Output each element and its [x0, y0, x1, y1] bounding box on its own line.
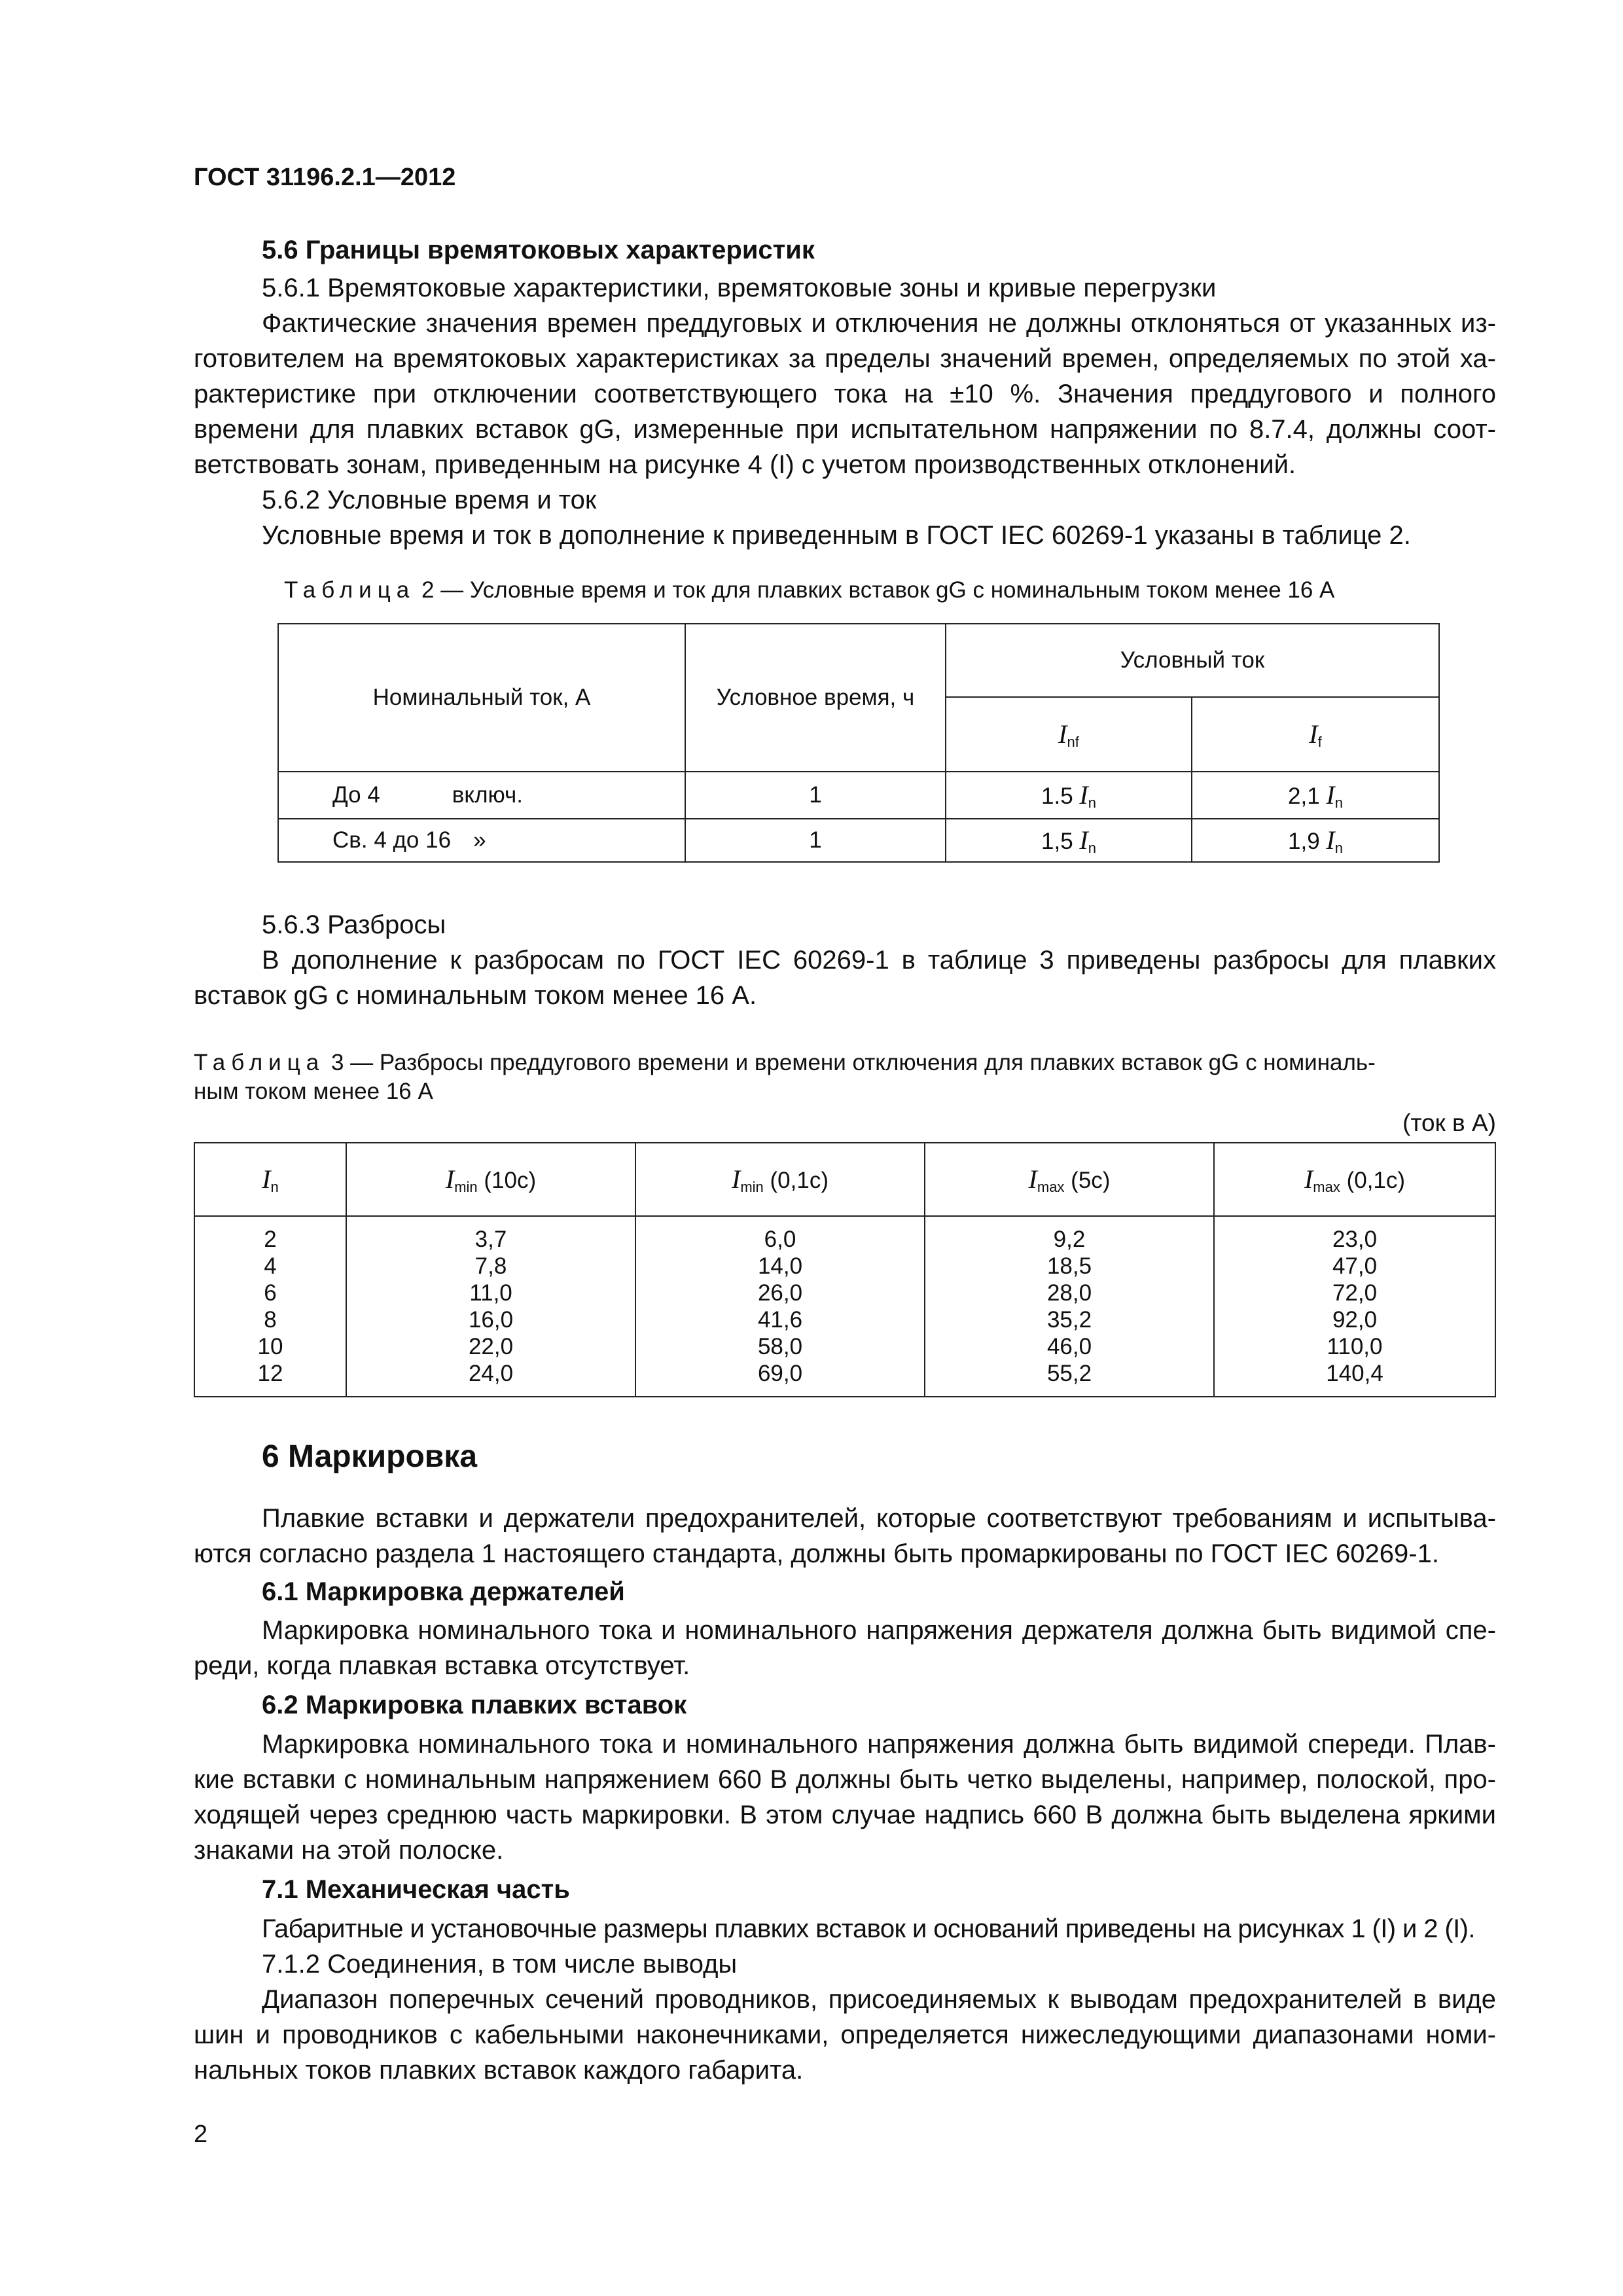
header-imax-01s: $I_{max}$ (0,1с): [1214, 1143, 1495, 1216]
header-imax-5s: $I_{max}$ (5с): [925, 1143, 1214, 1216]
text-line: кие вставки с номинальным напряжением 660 В должны быть четко выделены, например, полоской, про-: [194, 1765, 1496, 1794]
column-in: 2 4 6 8 10 12: [194, 1216, 346, 1397]
text-line: реди, когда плавкая вставка отсутствует.: [194, 1651, 690, 1680]
table-3: [194, 1142, 1496, 1397]
header-in: $I_n$: [194, 1143, 346, 1216]
cell-nominal: Св. 4 до 16 »: [278, 819, 685, 862]
cell-nominal: До 4 включ.: [278, 772, 685, 819]
column-imin-10s: 3,7 7,8 11,0 16,0 22,0 24,0: [346, 1216, 635, 1397]
table-2-caption: [284, 576, 1334, 605]
text-line: вставок gG с номинальным током менее 16 А.: [194, 981, 757, 1010]
paragraph-7-1: Габаритные и установочные размеры плавких вставок и оснований приведены на рисунках 1 (I) и 2 (I).: [262, 1914, 1475, 1943]
cell-inf: 1,5 $I_n$: [946, 819, 1192, 862]
cell-inf: 1.5 $I_n$: [946, 772, 1192, 819]
paragraph-5-6-2: Условные время и ток в дополнение к приведенным в ГОСТ IEC 60269-1 указаны в таблице 2.: [262, 521, 1411, 550]
section-6-2-title: 6.2 Маркировка плавких вставок: [262, 1691, 687, 1719]
table-row: [278, 772, 1439, 819]
section-5-6-title: 5.6 Границы времятоковых характеристик: [262, 236, 815, 264]
table-3-caption: [194, 1049, 1496, 1106]
section-5-6-2-title: 5.6.2 Условные время и ток: [262, 486, 597, 514]
section-6-title: 6 Маркировка: [262, 1439, 478, 1474]
text-line: ются согласно раздела 1 настоящего стандарта, должны быть промаркированы по ГОСТ IEC 60269-1.: [194, 1539, 1439, 1568]
caption-text: 3 — Разбросы преддугового времени и времени отключения для плавких вставок gG с номиналь-: [330, 1050, 1376, 1075]
header-nominal-current: Номинальный ток, А: [278, 624, 685, 772]
caption-label: Таблица: [284, 577, 416, 603]
section-7-1-title: 7.1 Механическая часть: [262, 1875, 570, 1904]
caption-text-line2: ным током менее 16 А: [194, 1079, 433, 1104]
header-inf: $I_{nf}$: [946, 697, 1192, 772]
text-line: Плавкие вставки и держатели предохранителей, которые соответствуют требованиям и испытыва-: [262, 1504, 1496, 1533]
text-line: шин и проводников с кабельными наконечниками, определяется нижеследующими диапазонами номи-: [194, 2020, 1496, 2049]
text-line: ходящей через среднюю часть маркировки. В этом случае надпись 660 В должна быть выделена яркими: [194, 1801, 1496, 1829]
section-7-1-2-title: 7.1.2 Соединения, в том числе выводы: [262, 1950, 738, 1979]
text-line: нальных токов плавких вставок каждого габарита.: [194, 2056, 804, 2085]
cell-time: 1: [685, 819, 946, 862]
table-2: [277, 623, 1440, 863]
header-conventional-time: Условное время, ч: [685, 624, 946, 772]
text-line: времени для плавких вставок gG, измеренные при испытательном напряжении по 8.7.4, должны соот-: [194, 415, 1496, 444]
section-6-1-title: 6.1 Маркировка держателей: [262, 1577, 625, 1606]
text-line: В дополнение к разбросам по ГОСТ IEC 60269-1 в таблице 3 приведены разбросы для плавких: [262, 946, 1496, 975]
header-imin-01s: $I_{min}$ (0,1с): [635, 1143, 925, 1216]
column-imin-01s: 6,0 14,0 26,0 41,6 58,0 69,0: [635, 1216, 925, 1397]
section-5-6-1-title: 5.6.1 Времятоковые характеристики, времятоковые зоны и кривые перегрузки: [262, 274, 1217, 302]
cell-if: 1,9 $I_n$: [1192, 819, 1439, 862]
text-line: готовителем на времятоковых характеристиках за пределы значений времен, определяемых по этой ха-: [194, 344, 1496, 373]
header-conventional-current: Условный ток: [946, 624, 1439, 697]
text-line: Маркировка номинального тока и номинального напряжения должна быть видимой спереди. Плав-: [262, 1730, 1496, 1759]
table-data-row: [194, 1216, 1495, 1397]
table-row: [278, 819, 1439, 862]
caption-text: 2 — Условные время и ток для плавких вставок gG с номинальным током менее 16 А: [421, 577, 1335, 603]
text-line: Диапазон поперечных сечений проводников, присоединяемых к выводам предохранителей в виде: [262, 1985, 1496, 2014]
text-line: знаками на этой полоске.: [194, 1836, 504, 1865]
page-number: 2: [194, 2121, 208, 2148]
cell-time: 1: [685, 772, 946, 819]
header-if: $I_f$: [1192, 697, 1439, 772]
document-id: ГОСТ 31196.2.1—2012: [194, 164, 456, 191]
table-3-unit: (ток в А): [1402, 1109, 1496, 1136]
column-imax-01s: 23,0 47,0 72,0 92,0 110,0 140,4: [1214, 1216, 1495, 1397]
cell-if: 2,1 $I_n$: [1192, 772, 1439, 819]
text-line: рактеристике при отключении соответствующего тока на ±10 %. Значения преддугового и полного: [194, 380, 1496, 408]
header-imin-10s: $I_{min}$ (10с): [346, 1143, 635, 1216]
text-line: Маркировка номинального тока и номинального напряжения держателя должна быть видимой спе-: [262, 1616, 1496, 1645]
text-line: Фактические значения времен преддуговых и отключения не должны отклоняться от указанных из-: [262, 309, 1496, 338]
caption-label: Таблица: [194, 1050, 325, 1075]
section-5-6-3-title: 5.6.3 Разбросы: [262, 910, 446, 939]
column-imax-5s: 9,2 18,5 28,0 35,2 46,0 55,2: [925, 1216, 1214, 1397]
text-line: ветствовать зонам, приведенным на рисунке 4 (I) с учетом производственных отклонений.: [194, 450, 1296, 479]
